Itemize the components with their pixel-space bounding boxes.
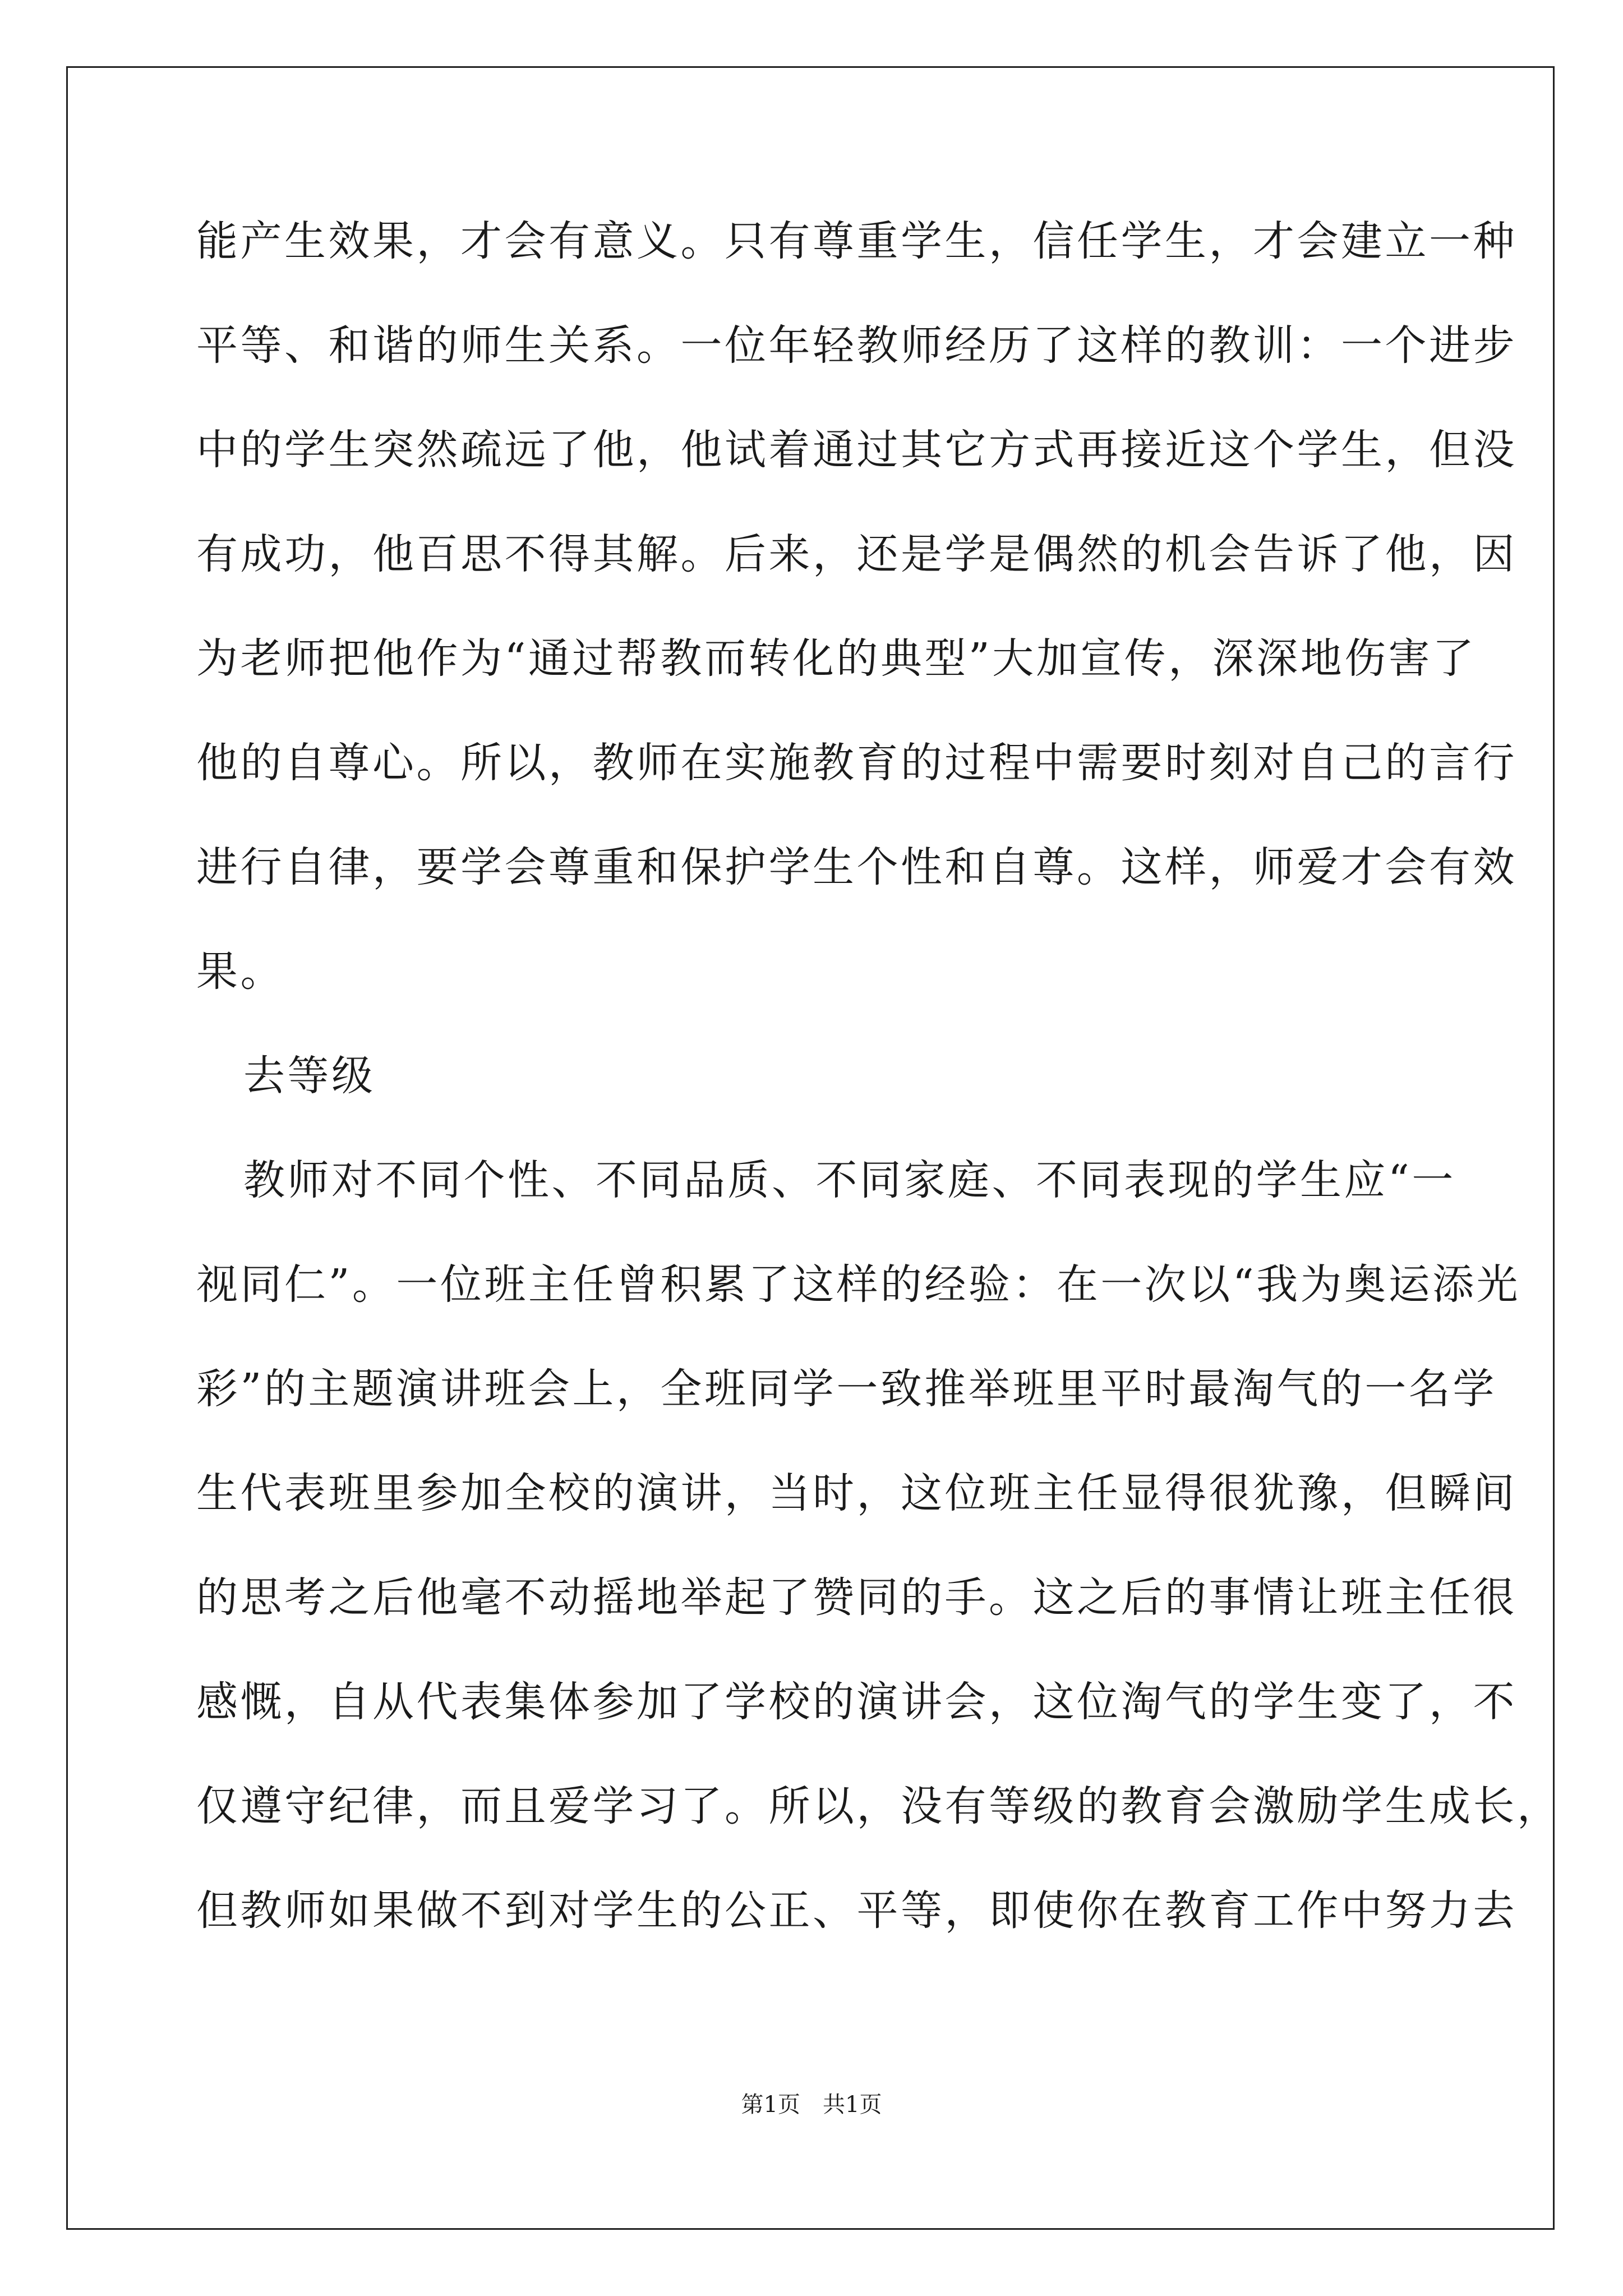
text-line: 但教师如果做不到对学生的公正、平等，即使你在教育工作中努力去 [196,1887,1517,1935]
text-line: 他的自尊心。所以，教师在实施教育的过程中需要时刻对自己的言行 [196,739,1517,787]
text-line: 为老师把他作为“通过帮教而转化的典型”大加宣传，深深地伤害了 [196,634,1477,683]
text-line: 能产生效果，才会有意义。只有尊重学生，信任学生，才会建立一种 [196,217,1517,265]
text-line: 的思考之后他毫不动摇地举起了赞同的手。这之后的事情让班主任很 [196,1573,1517,1622]
text-line: 生代表班里参加全校的演讲，当时，这位班主任显得很犹豫，但瞬间 [196,1469,1517,1517]
text-line: 平等、和谐的师生关系。一位年轻教师经历了这样的教训：一个进步 [196,321,1517,370]
text-line: 进行自律，要学会尊重和保护学生个性和自尊。这样，师爱才会有效 [196,843,1517,891]
page-number: 第1页 [741,2092,800,2118]
text-line: 中的学生突然疏远了他，他试着通过其它方式再接近这个学生，但没 [196,426,1517,474]
text-line: 果。 [196,947,284,996]
text-line: 教师对不同个性、不同品质、不同家庭、不同表现的学生应“一 [243,1156,1456,1204]
text-line: 彩”的主题演讲班会上，全班同学一致推举班里平时最淘气的一名学 [196,1365,1497,1413]
section-heading: 去等级 [243,1052,376,1100]
text-line: 仅遵守纪律，而且爱学习了。所以，没有等级的教育会激励学生成长， [196,1782,1561,1830]
text-line: 感慨，自从代表集体参加了学校的演讲会，这位淘气的学生变了，不 [196,1678,1517,1726]
text-line: 视同仁”。一位班主任曾积累了这样的经验：在一次以“我为奥运添光 [196,1260,1521,1309]
text-line: 有成功，他百思不得其解。后来，还是学是偶然的机会告诉了他，因 [196,530,1517,578]
page-footer [0,2089,1623,2120]
page-total: 共1页 [823,2092,882,2118]
